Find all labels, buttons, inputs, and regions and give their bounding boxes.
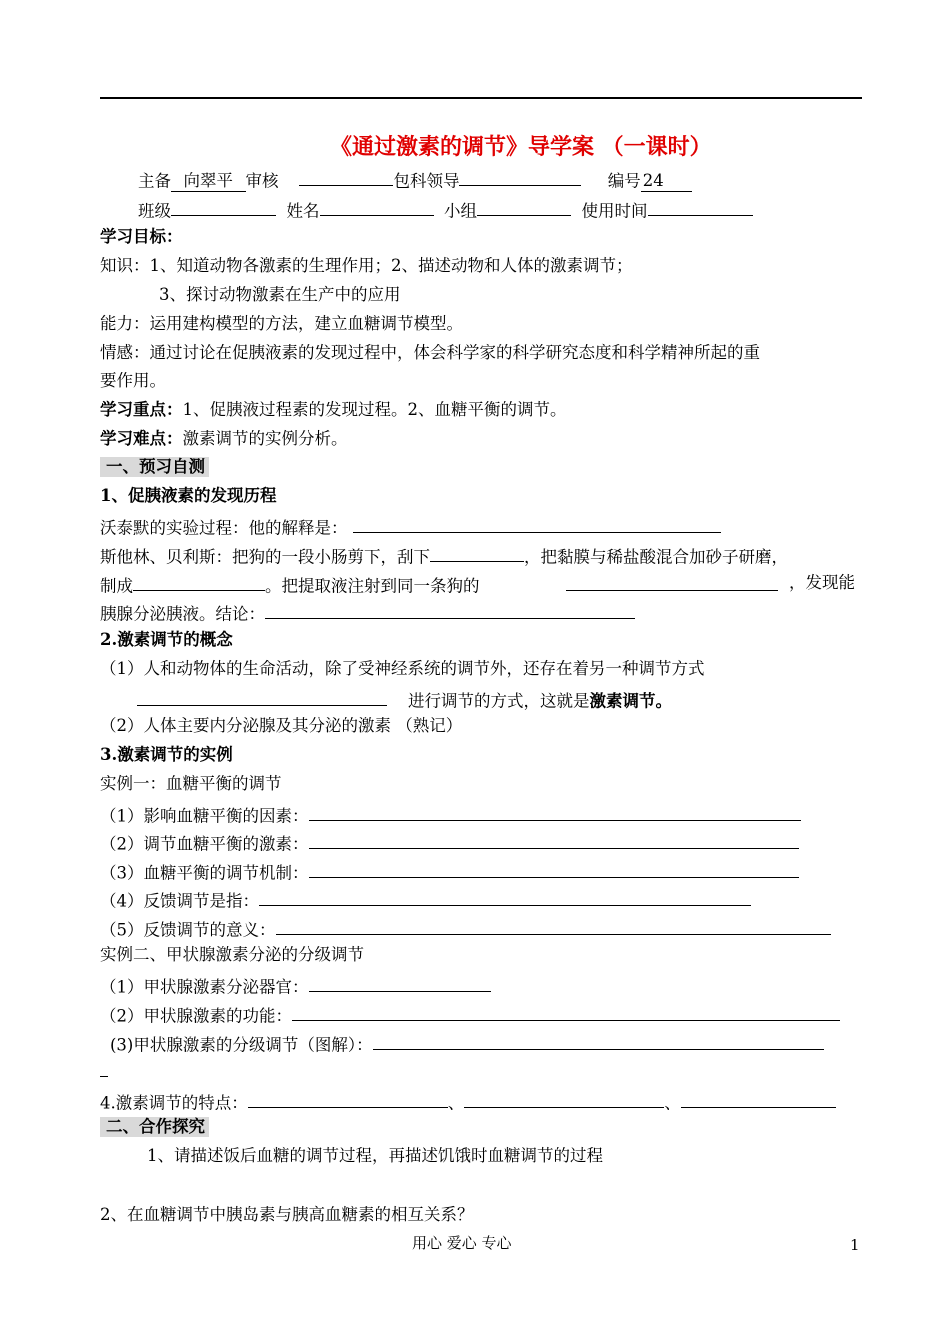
document-title: 《通过激素的调节》导学案 （一课时）	[330, 134, 712, 160]
difficult-points-text: 激素调节的实例分析。	[182, 429, 348, 448]
q1-line-2b: ，把黏膜与稀盐酸混合加砂子研磨，	[524, 547, 788, 567]
ex1-item-2-blank[interactable]	[309, 831, 799, 849]
example1-title: 实例一：血糖平衡的调节	[100, 774, 282, 793]
ex1-item-1	[100, 803, 801, 826]
ex2-item-2-blank[interactable]	[292, 1003, 840, 1021]
page-number: 1	[850, 1236, 860, 1254]
ex1-item-5-label: （5）反馈调节的意义：	[100, 920, 276, 940]
header-row-2	[138, 198, 753, 221]
bianhao-label: 编号	[607, 171, 641, 191]
q1-line-2a: 斯他林、贝利斯：把狗的一段小肠剪下，刮下	[100, 547, 430, 567]
difficult-points-label: 学习难点：	[100, 429, 183, 448]
shenhe-label: 审核	[245, 171, 279, 191]
q2-blank-method[interactable]	[137, 688, 387, 706]
ex1-item-3-label: （3）血糖平衡的调节机制：	[100, 863, 309, 883]
xiaozu-label: 小组	[444, 201, 477, 221]
shenhe-field[interactable]	[299, 168, 393, 186]
ex2-item-3-continuation	[100, 1076, 108, 1077]
example2-title: 实例二、甲状腺激素分泌的分级调节	[100, 945, 364, 964]
zhubei-value: 向翠平	[171, 171, 246, 192]
objective-ability: 能力：运用建构模型的方法，建立血糖调节模型。	[100, 314, 463, 333]
bianhao-value: 24	[641, 171, 692, 192]
lingdao-field[interactable]	[459, 168, 581, 186]
q1-title: 1、促胰液素的发现历程	[100, 486, 277, 505]
ex2-item-2-label: （2）甲状腺激素的功能：	[100, 1006, 292, 1026]
section2-q1: 1、请描述饭后血糖的调节过程，再描述饥饿时血糖调节的过程	[147, 1146, 603, 1165]
banji-field[interactable]	[171, 198, 276, 216]
ex2-item-1-label: （1）甲状腺激素分泌器官：	[100, 977, 309, 997]
q4-blank-1[interactable]	[248, 1090, 448, 1108]
objectives-heading: 学习目标：	[100, 227, 183, 246]
objective-emotion-1: 情感：通过讨论在促胰液素的发现过程中，体会科学家的科学研究态度和科学精神所起的重	[100, 343, 760, 362]
key-points-text: 1、促胰液过程素的发现过程。2、血糖平衡的调节。	[182, 400, 567, 419]
ex2-item-3-label: (3)甲状腺激素的分级调节（图解）：	[110, 1035, 373, 1055]
ex1-item-1-blank[interactable]	[309, 803, 801, 821]
lingdao-label: 包科领导	[393, 171, 460, 191]
ex2-item-2	[100, 1003, 840, 1026]
q2-line-3: （2）人体主要内分泌腺及其分泌的激素 （熟记）	[100, 716, 463, 735]
q1-line-3c: ，发现能	[789, 573, 855, 592]
section2-q2: 2、在血糖调节中胰岛素与胰高血糖素的相互关系？	[100, 1205, 474, 1224]
ex2-item-3	[110, 1032, 824, 1055]
shiyong-label: 使用时间	[581, 201, 648, 221]
q1-blank-extract[interactable]	[133, 573, 265, 591]
ex1-item-2	[100, 831, 799, 854]
objective-knowledge-2: 3、探讨动物激素在生产中的应用	[159, 285, 401, 304]
ex1-item-5	[100, 917, 831, 940]
footer-motto: 用心 爱心 专心	[412, 1234, 512, 1252]
zhubei-label: 主备	[138, 171, 171, 191]
q1-blank-inject[interactable]	[566, 573, 778, 596]
q1-blank-scrape[interactable]	[430, 544, 524, 562]
q1-blank-conclusion[interactable]	[265, 601, 635, 619]
ex2-item-1-blank[interactable]	[309, 974, 491, 992]
xingming-label: 姓名	[286, 201, 320, 221]
q1-line-3a: 制成	[100, 576, 133, 596]
difficult-points	[100, 429, 348, 449]
ex1-item-2-label: （2）调节血糖平衡的激素：	[100, 834, 309, 854]
header-rule	[100, 97, 862, 99]
section1-heading: 一、预习自测	[100, 457, 209, 477]
objective-emotion-2: 要作用。	[100, 371, 166, 390]
q2-line-2b: 激素调节。	[589, 691, 672, 711]
q2-line-2a: 进行调节的方式，这就是	[407, 691, 590, 711]
key-points	[100, 400, 567, 420]
q4-line	[100, 1090, 836, 1113]
q4-label: 4.激素调节的特点：	[100, 1093, 248, 1113]
ex2-item-1	[100, 974, 491, 997]
q1-line-3	[100, 573, 480, 596]
q4-sep-1: 、	[447, 1093, 465, 1113]
q1-line-1	[100, 515, 721, 538]
q2-line-2	[137, 688, 672, 711]
banji-label: 班级	[138, 201, 171, 221]
q4-blank-3[interactable]	[681, 1090, 836, 1108]
q1-line-1-text: 沃泰默的实验过程：他的解释是：	[100, 518, 348, 538]
ex2-item-3-blank[interactable]	[373, 1032, 824, 1050]
q1-blank-explanation[interactable]	[353, 515, 721, 533]
key-points-label: 学习重点：	[100, 400, 183, 419]
q1-line-4-text: 胰腺分泌胰液。结论：	[100, 604, 265, 624]
q1-line-2	[100, 544, 788, 567]
header-row-1	[138, 168, 692, 192]
ex1-item-5-blank[interactable]	[276, 917, 831, 935]
q1-line-4	[100, 601, 635, 624]
q4-sep-2: 、	[664, 1093, 681, 1113]
section2-heading: 二、合作探究	[100, 1117, 209, 1137]
ex1-item-3-blank[interactable]	[309, 860, 799, 878]
q1-line-3b: 。把提取液注射到同一条狗的	[265, 576, 480, 596]
q3-title: 3.激素调节的实例	[100, 745, 233, 764]
xingming-field[interactable]	[320, 198, 434, 216]
q2-line-1: （1）人和动物体的生命活动，除了受神经系统的调节外，还存在着另一种调节方式	[100, 659, 705, 678]
ex1-item-1-label: （1）影响血糖平衡的因素：	[100, 806, 309, 826]
ex1-item-4	[100, 888, 751, 911]
ex1-item-4-label: （4）反馈调节是指：	[100, 891, 259, 911]
ex1-item-4-blank[interactable]	[259, 888, 751, 906]
ex1-item-3	[100, 860, 799, 883]
shiyong-field[interactable]	[648, 198, 753, 216]
objective-knowledge-1: 知识：1、知道动物各激素的生理作用；2、描述动物和人体的激素调节；	[100, 256, 633, 275]
q2-title: 2.激素调节的概念	[100, 630, 233, 649]
xiaozu-field[interactable]	[477, 198, 571, 216]
q4-blank-2[interactable]	[464, 1090, 664, 1108]
